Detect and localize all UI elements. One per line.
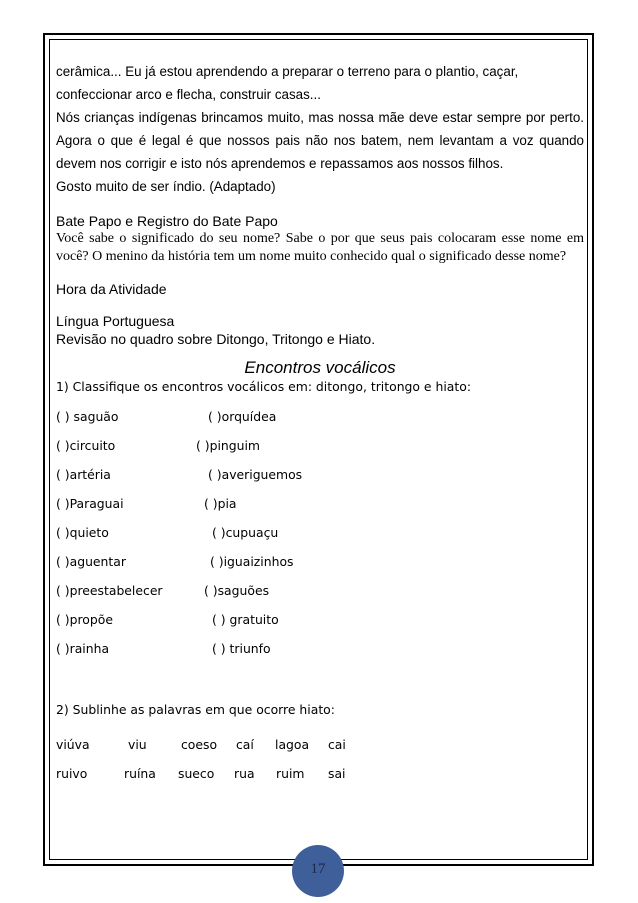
- word-item: viúva: [56, 737, 90, 752]
- exercise-item-left: ( )propõe: [56, 612, 113, 627]
- exercise-item-row: [56, 460, 584, 489]
- word-item: coeso: [181, 737, 218, 752]
- exercise-items: [56, 402, 584, 663]
- word-item: sai: [328, 766, 346, 781]
- exercise-item-right: ( )pia: [204, 496, 237, 511]
- exercise-item-row: [56, 605, 584, 634]
- exercise-item-row: [56, 634, 584, 663]
- page-content: [56, 60, 584, 788]
- exercise-item-right: ( )cupuaçu: [212, 525, 279, 540]
- word-row: [56, 730, 584, 759]
- exercise-item-row: [56, 489, 584, 518]
- exercise-item-left: ( )circuito: [56, 438, 116, 453]
- word-item: sueco: [178, 766, 215, 781]
- exercise-item-right: ( )orquídea: [208, 409, 277, 424]
- exercise-item-left: ( )artéria: [56, 467, 111, 482]
- word-item: caí: [236, 737, 254, 752]
- intro-line-1: cerâmica... Eu já estou aprendendo a preparar o terreno para o plantio, caçar,: [56, 64, 519, 79]
- atividade-heading: Hora da Atividade: [56, 281, 167, 297]
- bate-papo-heading: Bate Papo e Registro do Bate Papo: [56, 213, 278, 229]
- word-item: rua: [234, 766, 255, 781]
- exercise-item-right: ( )saguões: [204, 583, 270, 598]
- word-row: [56, 759, 584, 788]
- exercise-item-right: ( )averiguemos: [208, 467, 303, 482]
- exercise-item-right: ( ) triunfo: [212, 641, 271, 656]
- exercise-item-row: [56, 431, 584, 460]
- exercise-item-left: ( ) saguão: [56, 409, 119, 424]
- intro-paragraph: Nós crianças indígenas brincamos muito, mas nossa mãe deve estar sempre por perto. Agora o que é legal é que nossos pais não nos batem, nem levantam a voz quando devem nos corrigir e isto nós aprendemos e repassamos aos nossos filhos.: [56, 110, 584, 171]
- word-item: ruivo: [56, 766, 88, 781]
- intro-closing: Gosto muito de ser índio. (Adaptado): [56, 179, 276, 194]
- exercise-item-row: [56, 547, 584, 576]
- exercise-item-left: ( )preestabelecer: [56, 583, 163, 598]
- exercise-item-row: [56, 576, 584, 605]
- exercise-item-left: ( )Paraguai: [56, 496, 124, 511]
- page-number: 17: [310, 861, 326, 877]
- word-item: viu: [128, 737, 147, 752]
- exercise-item-left: ( )rainha: [56, 641, 110, 656]
- page-number-badge: [292, 845, 344, 897]
- bate-papo-text: Você sabe o significado do seu nome? Sabe o por que seus pais colocaram esse nome em você? O menino da história tem um nome muito conhecido qual o significado desse nome?: [56, 231, 584, 264]
- word-item: ruína: [124, 766, 156, 781]
- word-item: cai: [328, 737, 346, 752]
- question-2: 2) Sublinhe as palavras em que ocorre hiato:: [56, 702, 335, 717]
- word-item: lagoa: [275, 737, 310, 752]
- exercise-item-row: [56, 402, 584, 431]
- lingua-subject: Língua Portuguesa: [56, 313, 175, 329]
- exercise-item-right: ( )iguaizinhos: [210, 554, 294, 569]
- intro-line-2: confeccionar arco e flecha, construir casas...: [56, 87, 321, 102]
- word-item: ruim: [276, 766, 305, 781]
- exercise-item-right: ( )pinguim: [196, 438, 260, 453]
- question-1: 1) Classifique os encontros vocálicos em: ditongo, tritongo e hiato:: [56, 379, 471, 394]
- exercise-item-left: ( )aguentar: [56, 554, 126, 569]
- exercise-title: Encontros vocálicos: [244, 358, 396, 377]
- exercise-item-row: [56, 518, 584, 547]
- hiato-words: [56, 730, 584, 788]
- exercise-item-right: ( ) gratuito: [212, 612, 279, 627]
- lingua-revision: Revisão no quadro sobre Ditongo, Tritongo e Hiato.: [56, 331, 376, 347]
- exercise-item-left: ( )quieto: [56, 525, 109, 540]
